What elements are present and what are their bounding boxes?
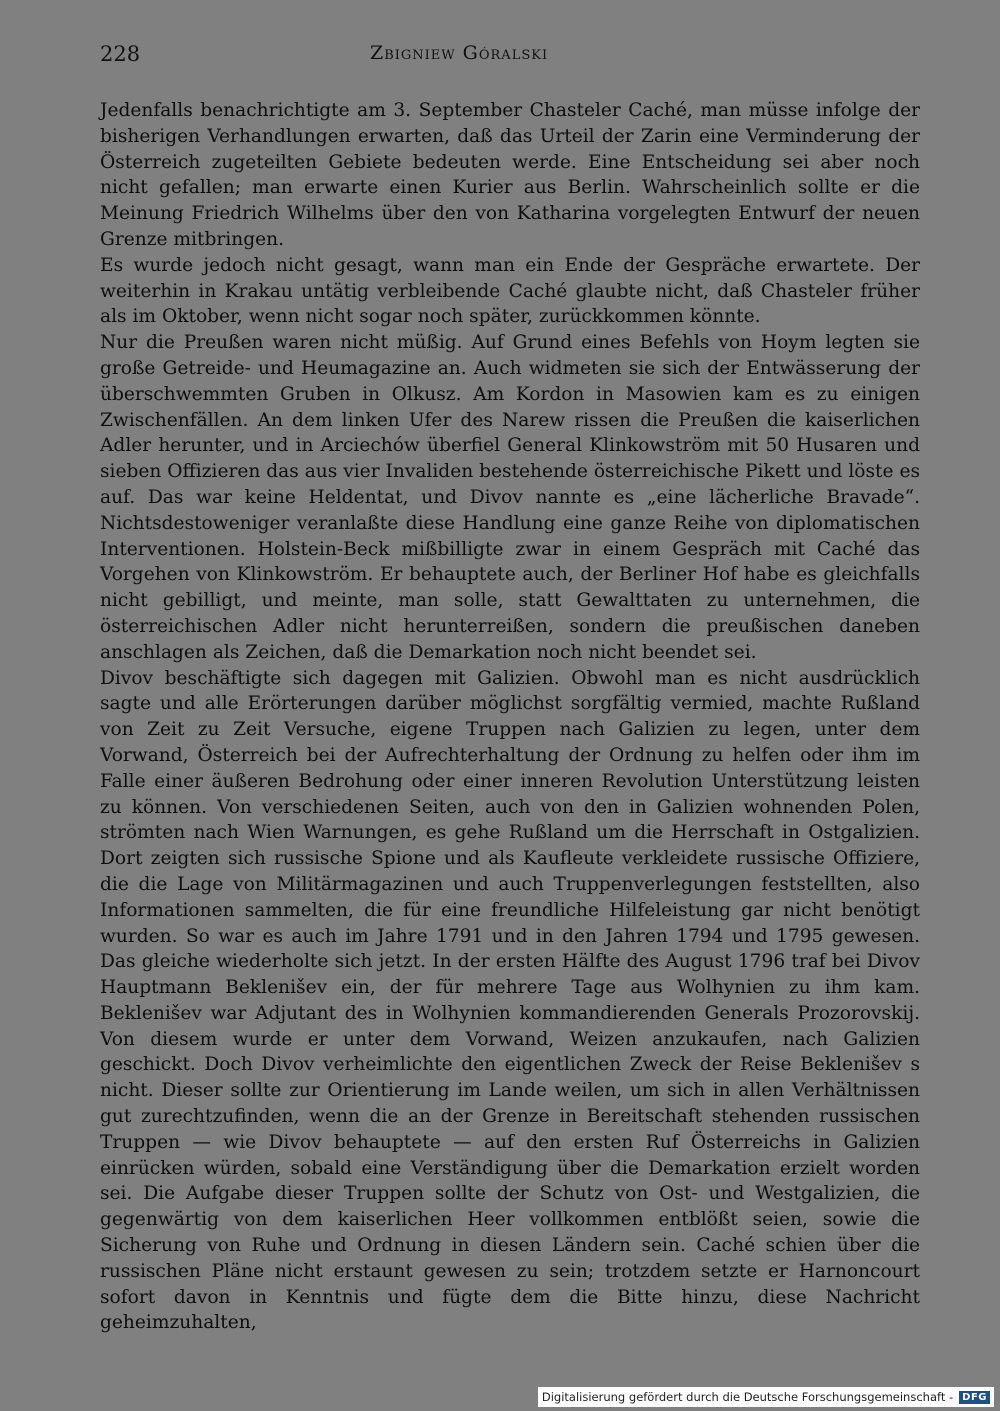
funding-footer [538,1387,994,1407]
paragraph: Es wurde jedoch nicht gesagt, wann man ein Ende der Gespräche erwartete. Der weiterhin in Krakau untätig verbleibende Caché glaubte nicht, daß Chasteler früher als im Oktober, wenn nicht sogar noch später, zurückkommen könnte. [100,254,920,328]
dfg-logo: DFG [959,1391,990,1404]
footer-text: Digitalisierung gefördert durch die Deutsche Forschungsgemeinschaft - [541,1390,954,1404]
paragraph: Nur die Preußen waren nicht müßig. Auf Grund eines Befehls von Hoym legten sie große Getreide- und Heumagazine an. Auch widmeten sie sich der Entwässerung der überschwemmten Gruben in Olkusz. Am Kordon in Masowien kam es zu einigen Zwischenfällen. An dem linken Ufer des Narew rissen die Preußen die kaiserlichen Adler herunter, und in Arciechów überfiel General Klinkowström mit 50 Husaren und sieben Offizieren das aus vier Invaliden bestehende österreichische Pikett und löste es auf. Das war keine Heldentat, und Divov nannte es „eine lächerliche Bravade“. Nichtsdestoweniger veranlaßte diese Handlung eine ganze Reihe von diplomatischen Interventionen. Holstein-Beck mißbilligte zwar in einem Gespräch mit Caché das Vorgehen von Klinkowström. Er behauptete auch, der Berliner Hof habe es gleichfalls nicht gebilligt, und meinte, man solle, statt Gewalttaten zu unternehmen, die österreichischen Adler nicht herunterreißen, sondern die preußischen daneben anschlagen als Zeichen, daß die Demarkation noch nicht beendet sei. [100,332,920,663]
page-number: 228 [100,42,141,66]
running-head: Zbigniew Góralski [370,42,549,64]
paragraph: Jedenfalls benachrichtigte am 3. September Chasteler Caché, man müsse infolge der bisherigen Verhandlungen erwarten, daß das Urteil der Zarin eine Verminderung der Österreich zugeteilten Gebiete bedeuten werde. Eine Entscheidung sei aber noch nicht gefallen; man erwarte einen Kurier aus Berlin. Wahrscheinlich sollte er die Meinung Friedrich Wilhelms über den von Katharina vorgelegten Entwurf der neuen Grenze mitbringen. [100,100,920,250]
paragraph: Divov beschäftigte sich dagegen mit Galizien. Obwohl man es nicht ausdrücklich sagte und alle Erörterungen darüber möglichst sorgfältig vermied, machte Rußland von Zeit zu Zeit Versuche, eigene Truppen nach Galizien zu legen, unter dem Vorwand, Österreich bei der Aufrechterhaltung der Ordnung zu helfen oder ihm im Falle einer äußeren Bedrohung oder einer inneren Revolution Unterstützung leisten zu können. Von verschiedenen Seiten, auch von den in Galizien wohnenden Polen, strömten nach Wien Warnungen, es gehe Rußland um die Herrschaft in Ostgalizien. Dort zeigten sich russische Spione und als Kaufleute verkleidete russische Offiziere, die die Lage von Militärmagazinen und auch Truppenverlegungen feststellten, also Informationen sammelten, die für eine freundliche Hilfeleistung gar nicht benötigt wurden. So war es auch im Jahre 1791 und in den Jahren 1794 und 1795 gewesen. Das gleiche wiederholte sich jetzt. In der ersten Hälfte des August 1796 traf bei Divov Hauptmann Beklenišev ein, der für mehrere Tage aus Wolhynien zu ihm kam. Beklenišev war Adjutant des in Wolhynien kommandierenden Generals Prozorovskij. Von diesem wurde er unter dem Vorwand, Weizen anzukaufen, nach Galizien geschickt. Doch Divov verheimlichte den eigentlichen Zweck der Reise Beklenišev s nicht. Dieser sollte zur Orientierung im Lande weilen, um sich in allen Verhältnissen gut zurechtzufinden, wenn die an der Grenze in Bereitschaft stehenden russischen Truppen — wie Divov behauptete — auf den ersten Ruf Österreichs in Galizien einrücken würden, sobald eine Verständigung über die Demarkation erzielt worden sei. Die Aufgabe dieser Truppen sollte der Schutz von Ost- und Westgalizien, die gegenwärtig von dem kaiserlichen Heer vollkommen entblößt seien, sowie die Sicherung von Ruhe und Ordnung in diesen Ländern sein. Caché schien über die russischen Pläne nicht erstaunt gewesen zu sein; trotzdem setzte er Harnoncourt sofort davon in Kenntnis und fügte dem die Bitte hinzu, diese Nachricht geheimzuhalten, [100,667,920,1334]
body-text [100,98,920,1336]
